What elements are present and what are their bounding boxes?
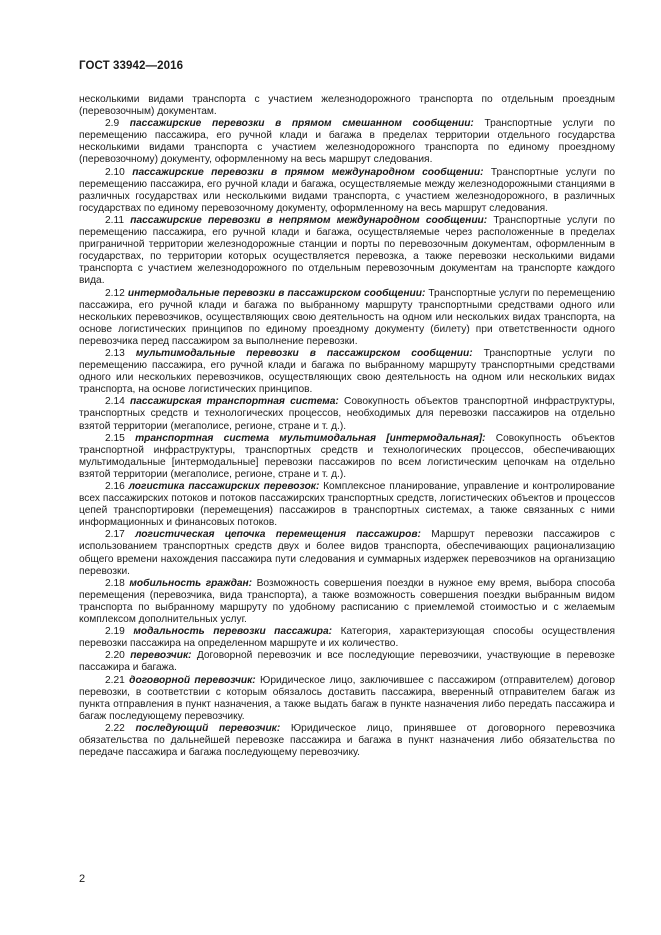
definition-text: Совокупность объектов транспортной инфраструктуры, транспортных средств и технологических процессов, обеспечивающих мультимодальные [интермодальные] перевозки пассажиров по всем логистическим цепочкам на отдельно взятой территории (мегаполисе, регионе, стране и т. д.). <box>79 432 615 480</box>
clause-number: 2.16 <box>105 481 125 492</box>
definition-2-20 <box>79 650 615 674</box>
definition-2-10 <box>79 167 615 215</box>
definition-2-17 <box>79 529 615 577</box>
definition-text: Транспортные услуги по перемещению пассажира, его ручной клади и багажа по выбранному маршруту транспортными средствами одного или нескольких перевозчиков, осуществляющих свою деятельность на одном или нескольких видах транспорта, на основе логистических принципов по единому проездному документу (билету) при ответственности одного перевозчика перед пассажиром за выполнение перевозки. <box>79 287 615 347</box>
definition-text: Транспортные услуги по перемещению пассажира, его ручной клади и багажа по выбранному маршруту транспортными средствами одного или нескольких перевозчиков, осуществляющих свою деятельность на одном или нескольких видах транспорта, на основе логистических принципов. <box>79 347 615 396</box>
definition-2-14 <box>79 396 615 432</box>
clause-number: 2.12 <box>105 287 125 299</box>
definition-text: Договорной перевозчик и все последующие перевозчики, участвующие в перевозке пассажира и багажа. <box>79 650 615 674</box>
definition-2-13 <box>79 348 615 396</box>
paragraph-continuation <box>79 94 615 118</box>
clause-number: 2.17 <box>105 529 125 541</box>
term: перевозчик: <box>130 650 192 662</box>
definition-text: Транспортные услуги по перемещению пассажира, его ручной клади и багажа в пределах территории отдельного государства несколькими видами транспорта с участием железнодорожного транспорта по единому проездному (перевозочному) документу, оформленному на весь маршрут следования. <box>79 118 615 166</box>
page-number: 2 <box>79 873 86 885</box>
clause-number: 2.18 <box>105 577 125 589</box>
definition-2-15 <box>79 433 615 481</box>
definition-text: Возможность совершения поездки в нужное ему время, выбора способа перемещения (перевозчика, вида транспорта), а также возможность совершения поездки выбранным видом транспорта по выбранному маршруту по удобному расписанию с приемлемой стоимостью и с желаемым комплексом дополнительных услуг. <box>79 577 615 626</box>
term: транспортная система мультимодальная [интермодальная]: <box>135 432 486 444</box>
definition-2-18 <box>79 578 615 626</box>
term: пассажирские перевозки в прямом международном сообщении: <box>132 166 484 178</box>
term: последующий перевозчик: <box>135 722 281 734</box>
definition-text: Юридическое лицо, заключившее с пассажиром (отправителем) договор перевозки, в соответствии с которым обязалось доставить пассажира, вверенный отправителем багаж из пункта отправления в пункт назначения, а также выдать багаж в пункте назначения либо передать пассажира и багаж последующему перевозчику. <box>79 674 615 722</box>
term: пассажирские перевозки в прямом смешанном сообщении: <box>129 118 474 130</box>
clause-number: 2.19 <box>105 626 125 638</box>
definition-2-22 <box>79 723 615 759</box>
clause-number: 2.22 <box>105 722 125 734</box>
term: мультимодальные перевозки в пассажирском сообщении: <box>135 347 473 359</box>
document-body <box>79 94 615 759</box>
clause-number: 2.13 <box>105 347 125 359</box>
definition-text: Совокупность объектов транспортной инфраструктуры, транспортных средств и технологических процессов, необходимых для перевозки пассажиров на отдельно взятой территории (мегаполисе, регионе, стране и т. д.). <box>79 396 615 432</box>
document-header: ГОСТ 33942—2016 <box>79 60 184 72</box>
term: пассажирские перевозки в непрямом международном сообщении: <box>130 214 488 226</box>
term: логистическая цепочка перемещения пассажиров: <box>135 529 421 541</box>
definition-2-12 <box>79 288 615 348</box>
clause-number: 2.21 <box>105 674 125 686</box>
definition-text: Транспортные услуги по перемещению пассажира, его ручной клади и багажа, осуществляемые между железнодорожными станциями в различных государствах или несколькими видами транспорта, с участием железнодорожного, в различных государствах по единому перевозочному документу, оформленному на весь маршрут следования. <box>79 166 616 214</box>
clause-number: 2.20 <box>105 650 125 662</box>
clause-number: 2.14 <box>105 396 125 408</box>
term: интермодальные перевозки в пассажирском сообщении: <box>127 287 426 299</box>
definition-text: Комплексное планирование, управление и контролирование всех пассажирских потоков и потоков пассажирских транспортных средств, логистических объектов и процессов цепей транспортировки (перемещения) пассажиров в транспортных системах, а также связанных с ними информационных и финансовых потоков. <box>79 481 615 529</box>
definition-2-16 <box>79 481 615 529</box>
definition-2-9 <box>79 118 615 166</box>
term: логистика пассажирских перевозок: <box>128 481 320 492</box>
term: пассажирская транспортная система: <box>130 396 339 408</box>
definition-text: Юридическое лицо, принявшее от договорного перевозчика обязательства по дальнейшей перевозке пассажира и багажа в пункт назначения либо обязательства по передаче пассажира и багажа последующему перевозчику. <box>79 722 615 759</box>
term: модальность перевозки пассажира: <box>133 626 333 638</box>
definition-2-21 <box>79 675 615 723</box>
clause-number: 2.10 <box>105 166 125 178</box>
term: мобильность граждан: <box>129 577 253 589</box>
definition-2-11 <box>79 215 615 288</box>
definition-text: Маршрут перевозки пассажиров с использованием транспортных средств двух и более видов транспорта, обеспечивающих рационализацию общего времени нахождения пассажира пути следования и суммарных издержек перевозчиков на организацию перевозки. <box>79 529 615 577</box>
definition-text: Транспортные услуги по перемещению пассажира, его ручной клади и багажа, осуществляемые через расположенные в пределах приграничной территории железнодорожные станции и порты по перевозочным документам, оформленным в государствах, по территории которых осуществляется перевозка, а также перевозки несколькими видами транспорта с участием железнодорожного по отдельным перевозочным документам на транспорте каждого вида. <box>79 214 615 287</box>
clause-number: 2.9 <box>105 118 120 130</box>
clause-number: 2.15 <box>105 432 125 444</box>
clause-number: 2.11 <box>105 214 125 226</box>
term: договорной перевозчик: <box>129 674 256 686</box>
definition-2-19 <box>79 626 615 650</box>
paragraph-text: несколькими видами транспорта с участием железнодорожного транспорта по отдельным проездным (перевозочным) документам. <box>79 94 615 118</box>
definition-text: Категория, характеризующая способы осуществления перевозки пассажира на определенном маршруте и их количество. <box>79 626 615 650</box>
